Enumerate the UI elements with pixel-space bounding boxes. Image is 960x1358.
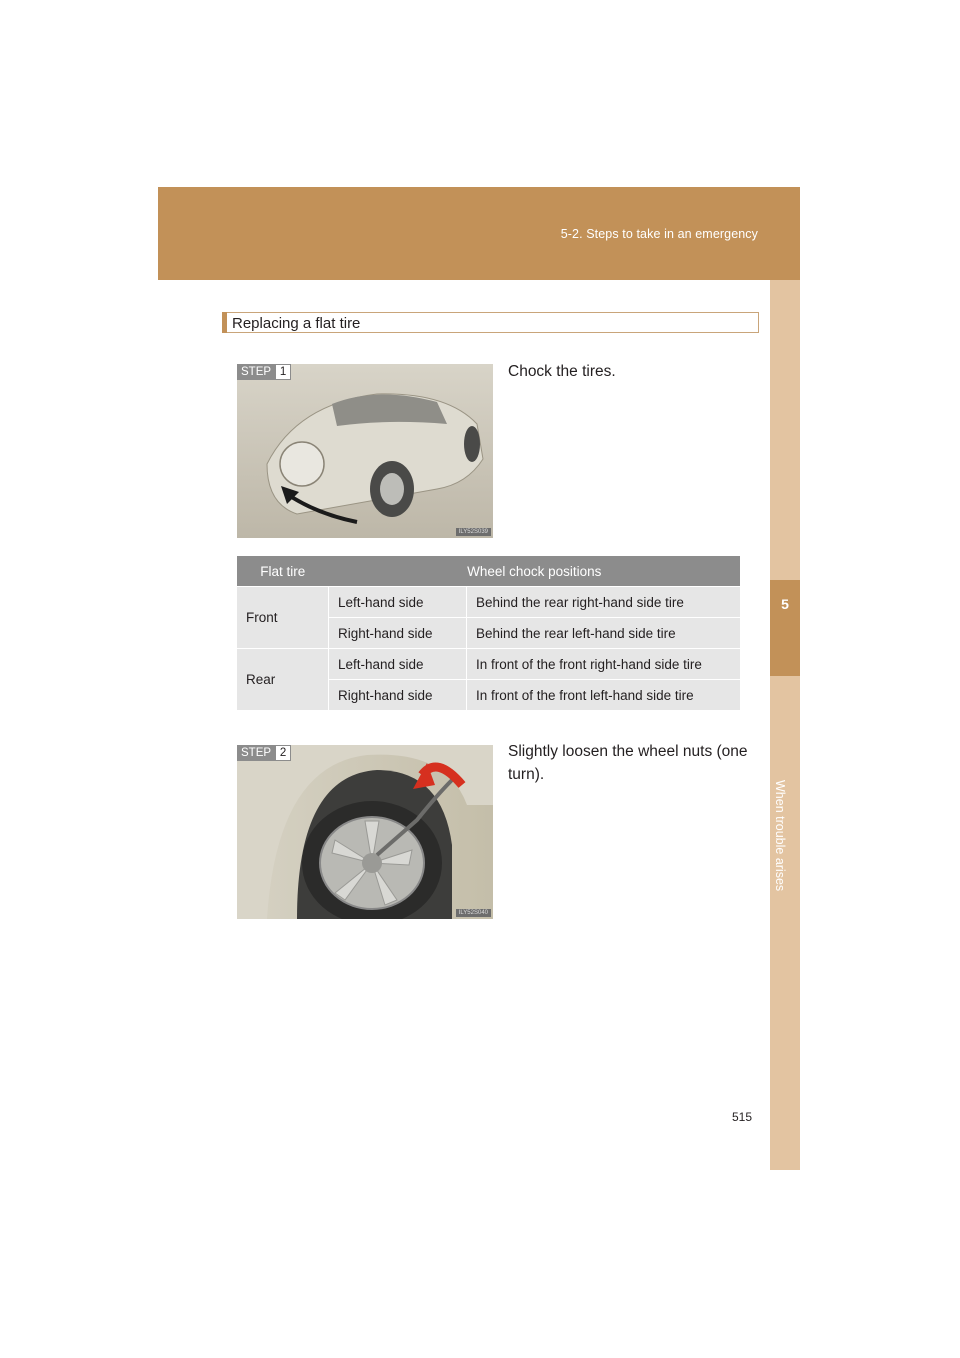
step-label: STEP xyxy=(237,364,275,380)
step-1-text: Chock the tires. xyxy=(508,363,616,380)
table-cell-position: Behind the rear left-hand side tire xyxy=(467,618,741,649)
chapter-number: 5 xyxy=(781,596,789,612)
wheel-chock-table xyxy=(237,556,740,710)
table-cell-position: In front of the front right-hand side tire xyxy=(467,649,741,680)
table-row xyxy=(237,649,740,680)
step-2-badge xyxy=(237,745,291,761)
step-2-text: Slightly loosen the wheel nuts (one turn). xyxy=(508,743,748,783)
figure-code: ILY52S040 xyxy=(456,909,491,917)
section-title: Replacing a flat tire xyxy=(232,315,361,332)
page-header xyxy=(158,187,800,280)
step-label: STEP xyxy=(237,745,275,761)
step-1-badge xyxy=(237,364,291,380)
chapter-sidebar xyxy=(770,280,800,1170)
step-number: 1 xyxy=(275,364,291,380)
table-cell-position: Behind the rear right-hand side tire xyxy=(467,587,741,618)
car-chock-illustration xyxy=(237,364,493,538)
page-number: 515 xyxy=(732,1110,753,1124)
table-cell-position: In front of the front left-hand side tire xyxy=(467,680,741,711)
table-header-flat-tire: Flat tire xyxy=(237,556,329,587)
figure-code: ILY52S039 xyxy=(456,528,491,536)
section-title-box xyxy=(222,312,759,333)
table-header-chock-positions: Wheel chock positions xyxy=(329,556,741,587)
table-row xyxy=(237,587,740,618)
section-title-accent xyxy=(222,312,227,333)
table-cell-side: Right-hand side xyxy=(329,680,467,711)
table-cell-side: Right-hand side xyxy=(329,618,467,649)
wheel-wrench-illustration xyxy=(237,745,493,919)
table-cell-group: Front xyxy=(237,587,329,649)
table-header-row xyxy=(237,556,740,587)
table-cell-group: Rear xyxy=(237,649,329,711)
step-number: 2 xyxy=(275,745,291,761)
chapter-title: When trouble arises xyxy=(773,780,787,892)
table-cell-side: Left-hand side xyxy=(329,587,467,618)
section-heading: 5-2. Steps to take in an emergency xyxy=(560,227,758,241)
chapter-tab[interactable] xyxy=(770,580,800,676)
step-2-figure xyxy=(237,745,493,919)
table-cell-side: Left-hand side xyxy=(329,649,467,680)
step-1-figure xyxy=(237,364,493,538)
